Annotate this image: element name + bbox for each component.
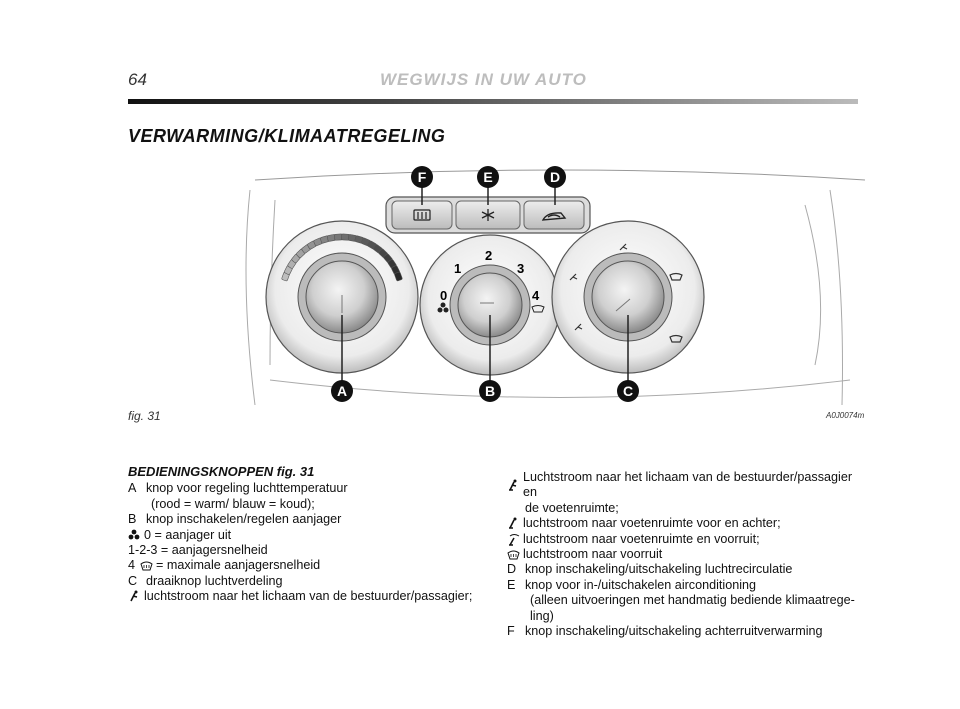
list-item (128, 558, 483, 573)
figure-code: A0J0074m (826, 411, 865, 420)
right-column (507, 470, 862, 639)
item-label: D (507, 562, 517, 577)
air-body-feet-icon (507, 470, 523, 501)
item-text: draaiknop luchtverdeling (146, 573, 283, 588)
item-text: luchtstroom naar voetenruimte en voorruit; (523, 531, 760, 546)
list-item (507, 624, 862, 639)
item-text: Luchtstroom naar het lichaam van de bestuurder/passagier en (523, 470, 853, 500)
item-text: knop voor regeling luchttemperatuur (146, 481, 348, 496)
list-item (128, 574, 483, 589)
list-item (507, 532, 862, 547)
item-label: 4 (128, 558, 136, 573)
list-item (128, 543, 483, 558)
list-item (507, 562, 862, 577)
svg-text:2: 2 (485, 248, 493, 263)
list-item (507, 547, 862, 562)
windscreen-icon (140, 558, 156, 573)
air-feet-icon (507, 516, 523, 531)
left-column (128, 464, 483, 605)
list-item (128, 481, 483, 496)
fan-icon (128, 528, 144, 543)
item-text: de voetenruimte; (525, 500, 619, 515)
air-feet-windscreen-icon (507, 532, 523, 547)
item-text: luchtstroom naar voorruit (523, 547, 663, 562)
svg-text:F: F (417, 169, 427, 185)
climate-panel-illustration (230, 165, 870, 410)
section-title: VERWARMING/KLIMAATREGELING (128, 126, 446, 146)
climate-panel-figure (230, 165, 870, 410)
list-item (128, 528, 483, 543)
svg-text:E: E (483, 169, 493, 185)
item-text: 1-2-3 = aanjagersnelheid (128, 543, 268, 558)
list-item (507, 501, 862, 516)
list-item (507, 516, 862, 531)
item-text: luchtstroom naar voetenruimte voor en achter; (523, 516, 781, 531)
air-body-icon (128, 589, 144, 604)
item-text: 0 = aanjager uit (144, 527, 232, 542)
svg-text:4: 4 (532, 288, 540, 303)
item-text: = maximale aanjagersnelheid (156, 558, 321, 573)
list-item (507, 609, 862, 624)
svg-text:1: 1 (454, 261, 462, 276)
figure-caption: fig. 31 (128, 409, 161, 423)
list-item (128, 512, 483, 527)
item-text: knop voor in-/uitschakelen airconditioning (525, 577, 757, 592)
item-text: (alleen uitvoeringen met handmatig bediende klimaatrege- (530, 593, 855, 608)
svg-text:0: 0 (440, 288, 448, 303)
list-item (507, 593, 862, 608)
windscreen-icon (507, 547, 523, 562)
controls-heading: BEDIENINGSKNOPPEN fig. 31 (128, 464, 315, 479)
list-item (507, 470, 862, 501)
item-text: knop inschakeling/uitschakeling luchtrecirculatie (525, 562, 793, 577)
item-label: A (128, 481, 137, 496)
svg-text:3: 3 (517, 261, 525, 276)
svg-text:C: C (622, 383, 634, 399)
svg-text:A: A (336, 383, 348, 399)
item-text: knop inschakeling/uitschakeling achterruitverwarming (525, 624, 823, 639)
list-item (128, 497, 483, 512)
svg-text:B: B (484, 383, 496, 399)
item-label: C (128, 573, 138, 588)
svg-text:D: D (549, 169, 561, 185)
header-rule (128, 99, 858, 104)
item-label: F (507, 624, 515, 639)
running-head: WEGWIJS IN UW AUTO (380, 70, 587, 89)
item-text: luchtstroom naar het lichaam van de bestuurder/passagier; (144, 589, 473, 604)
item-label: E (507, 577, 516, 592)
list-item (507, 578, 862, 593)
item-text: (rood = warm/ blauw = koud); (151, 496, 315, 511)
item-label: B (128, 512, 137, 527)
item-text: ling) (530, 608, 554, 623)
item-text: knop inschakelen/regelen aanjager (146, 512, 342, 527)
page-number: 64 (128, 70, 147, 89)
list-item (128, 589, 483, 604)
